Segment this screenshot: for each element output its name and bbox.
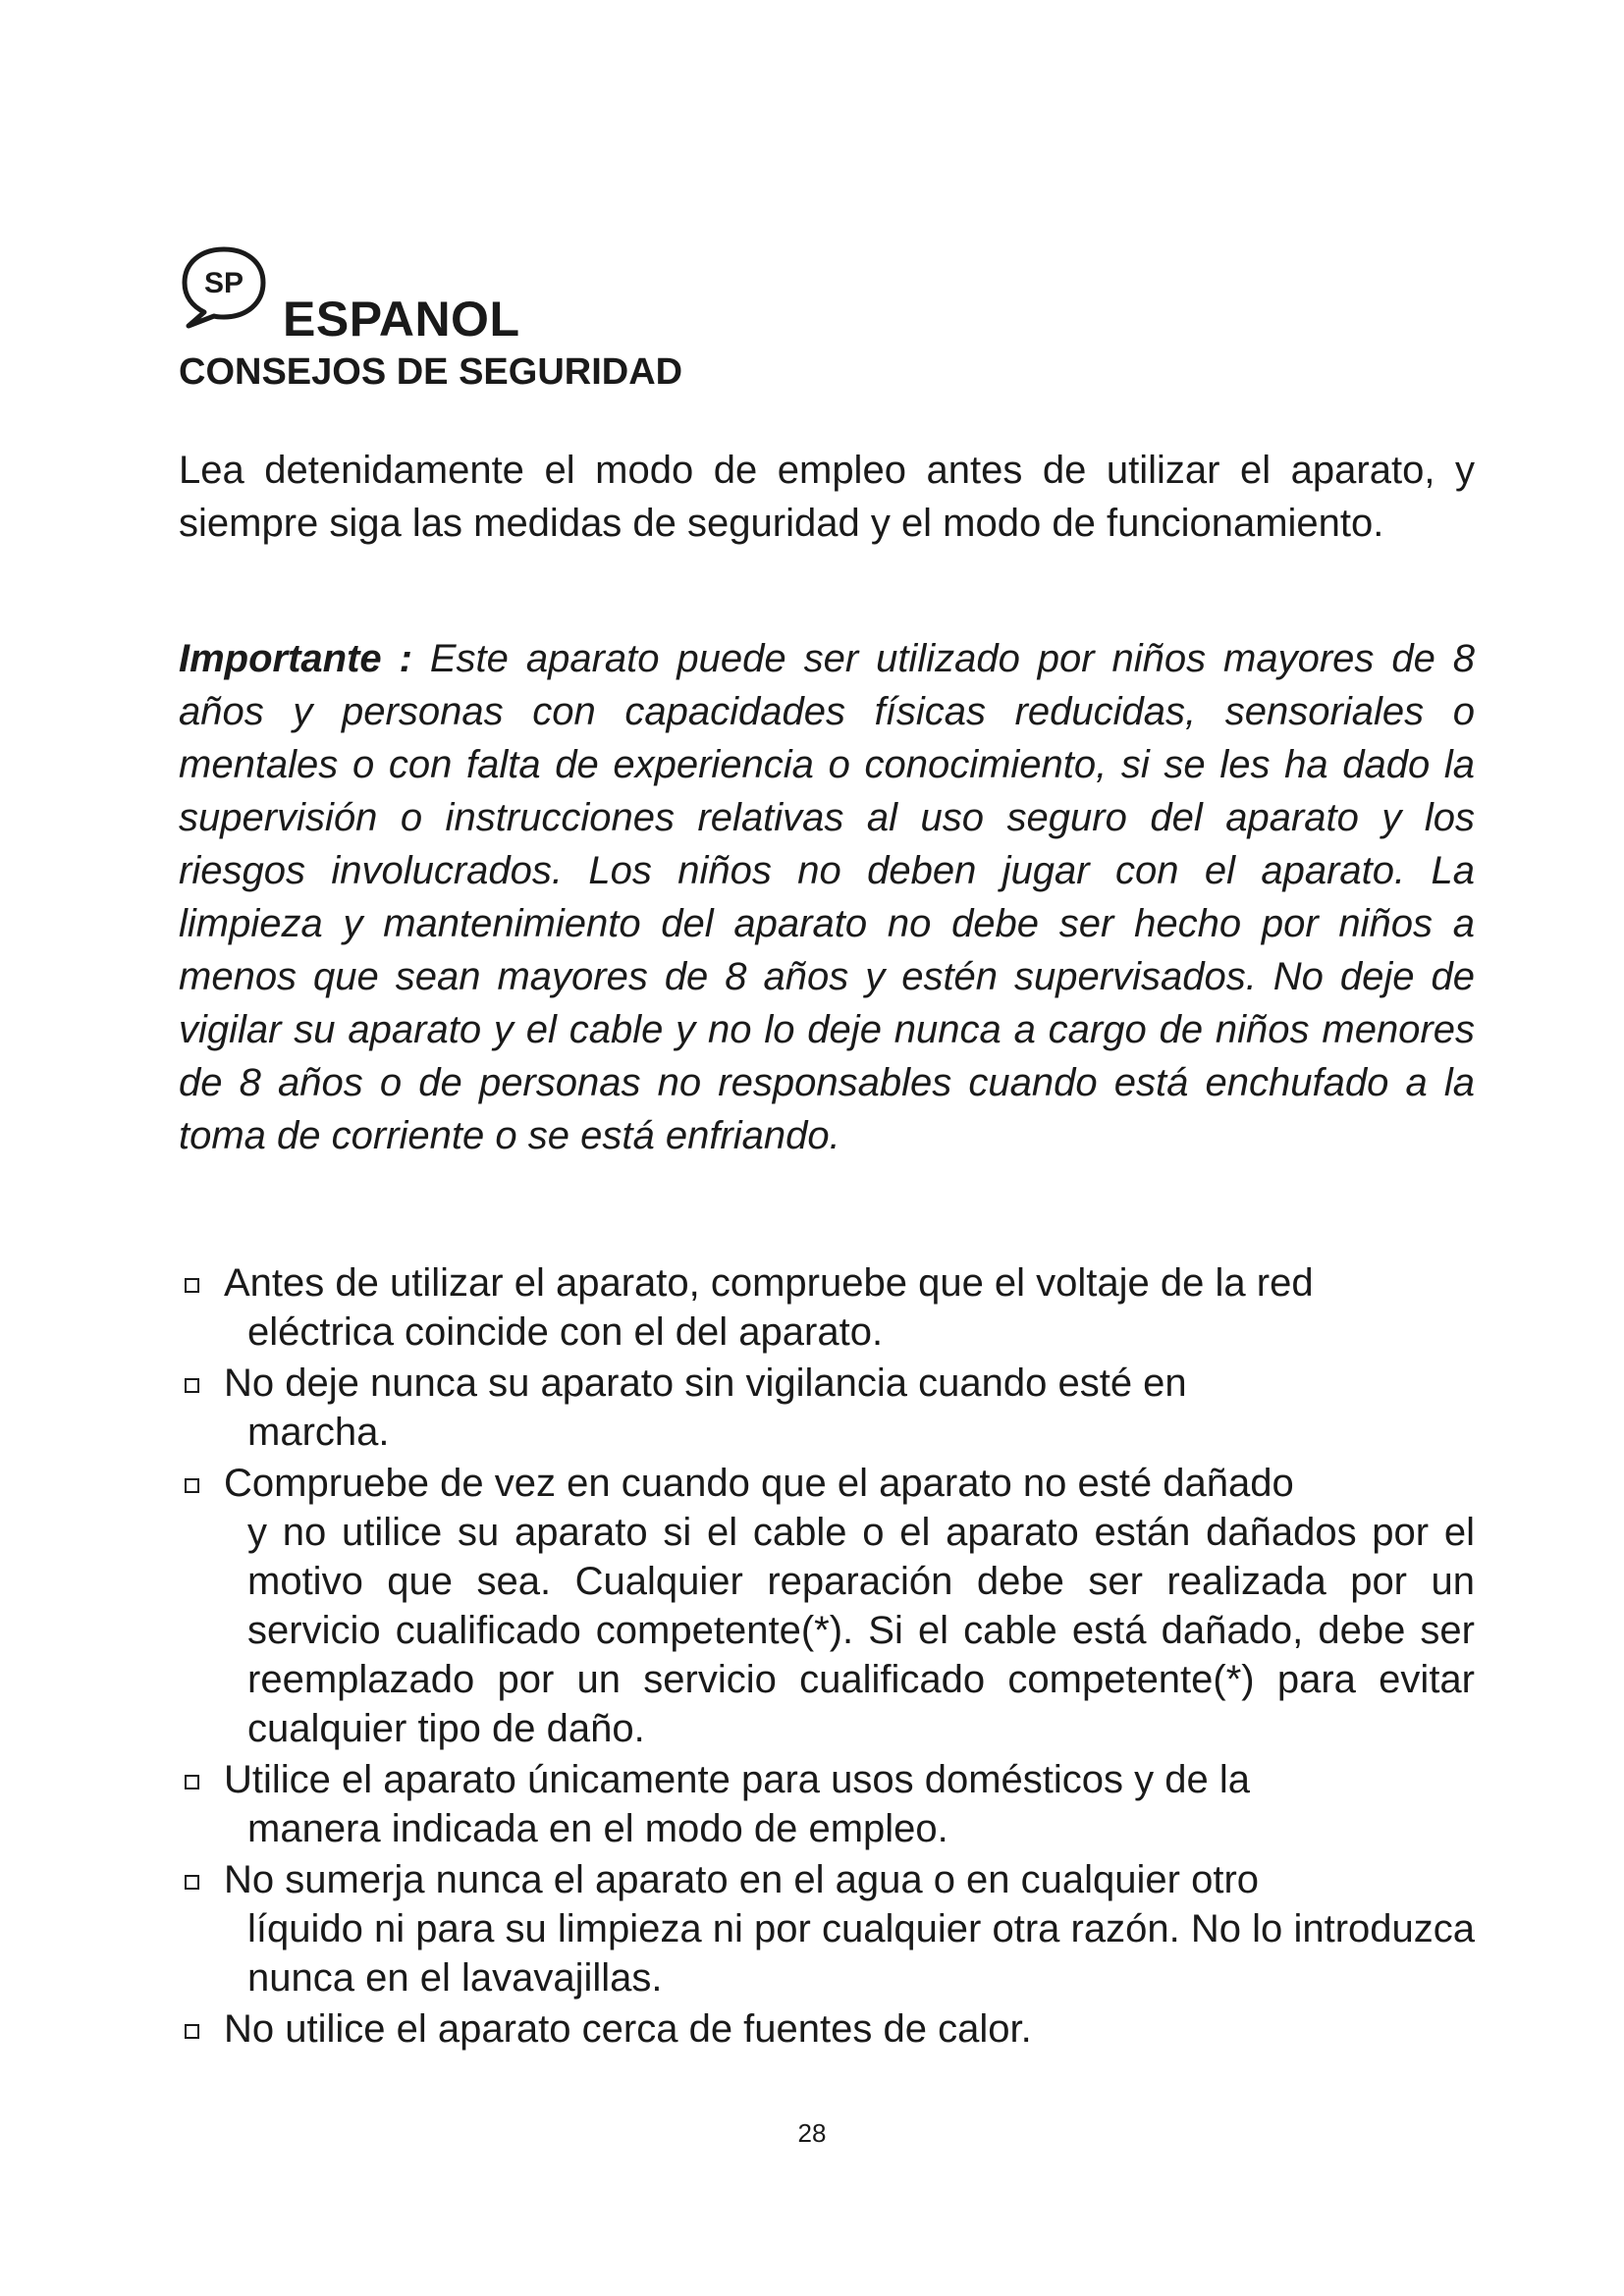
checkbox-bullet-icon: [185, 1378, 199, 1393]
checkbox-bullet-icon: [185, 1478, 199, 1493]
speech-bubble-icon: [177, 243, 271, 334]
safety-list: [179, 1258, 1475, 2056]
badge-text: SP: [203, 267, 244, 299]
list-item-first-line: No sumerja nunca el aparato en el agua o en cualquier otro: [224, 1858, 1260, 1901]
list-item-continuation: manera indicada en el modo de empleo.: [247, 1807, 948, 1850]
list-item-first-line: No deje nunca su aparato sin vigilancia cuando esté en: [224, 1362, 1187, 1405]
important-text: Este aparato puede ser utilizado por niños mayores de 8 años y personas con capacidades físicas reducidas, sensoriales o mentales o con falta de experiencia o conocimiento, si se les ha dado la supervisión o instrucciones relativas al uso seguro del aparato y los riesgos involucrados. Los niños no deben jugar con el aparato. La limpieza y mantenimiento del aparato no debe ser hecho por niños a menos que sean mayores de 8 años y estén supervisados. No deje de vigilar su aparato y el cable y no lo deje nunca a cargo de niños menores de 8 años o de personas no responsables cuando está enchufado a la toma de corriente o se está enfriando.: [179, 637, 1475, 1157]
page-number: 28: [797, 2118, 827, 2148]
list-item-continuation: líquido ni para su limpieza ni por cualquier otra razón. No lo introduzca nunca en el lavavajillas.: [247, 1907, 1475, 2000]
list-item-first-line: Antes de utilizar el aparato, compruebe que el voltaje de la red: [224, 1261, 1314, 1305]
list-item-continuation: eléctrica coincide con el del aparato.: [247, 1310, 884, 1354]
list-item-first-line: Compruebe de vez en cuando que el aparato no esté dañado: [224, 1462, 1294, 1505]
checkbox-bullet-icon: [185, 1775, 199, 1789]
checkbox-bullet-icon: [185, 2024, 199, 2039]
list-item: [179, 1755, 1475, 1853]
important-label: Importante :: [179, 637, 412, 680]
list-item-first-line: Utilice el aparato únicamente para usos domésticos y de la: [224, 1758, 1250, 1801]
list-item: [179, 1855, 1475, 2002]
list-item: [179, 1258, 1475, 1357]
list-item-first-line: No utilice el aparato cerca de fuentes de calor.: [224, 2007, 1032, 2051]
language-header: [177, 243, 864, 351]
list-item-continuation: marcha.: [247, 1411, 390, 1454]
list-item-continuation: y no utilice su aparato si el cable o el aparato están dañados por el motivo que sea. Cualquier reparación debe ser realizada por un servicio cualificado competente(*). Si el cable está dañado, debe ser reemplazado por un servicio cualificado competente(*) para evitar cualquier tipo de daño.: [247, 1511, 1475, 1750]
important-notice: [179, 632, 1475, 1162]
checkbox-bullet-icon: [185, 1875, 199, 1890]
list-item: [179, 2004, 1475, 2054]
section-title: CONSEJOS DE SEGURIDAD: [179, 351, 683, 393]
language-title: ESPANOL: [283, 292, 520, 347]
checkbox-bullet-icon: [185, 1278, 199, 1293]
intro-paragraph: Lea detenidamente el modo de empleo antes de utilizar el aparato, y siempre siga las medidas de seguridad y el modo de funcionamiento.: [179, 449, 1475, 545]
list-item: [179, 1459, 1475, 1753]
list-item: [179, 1359, 1475, 1457]
